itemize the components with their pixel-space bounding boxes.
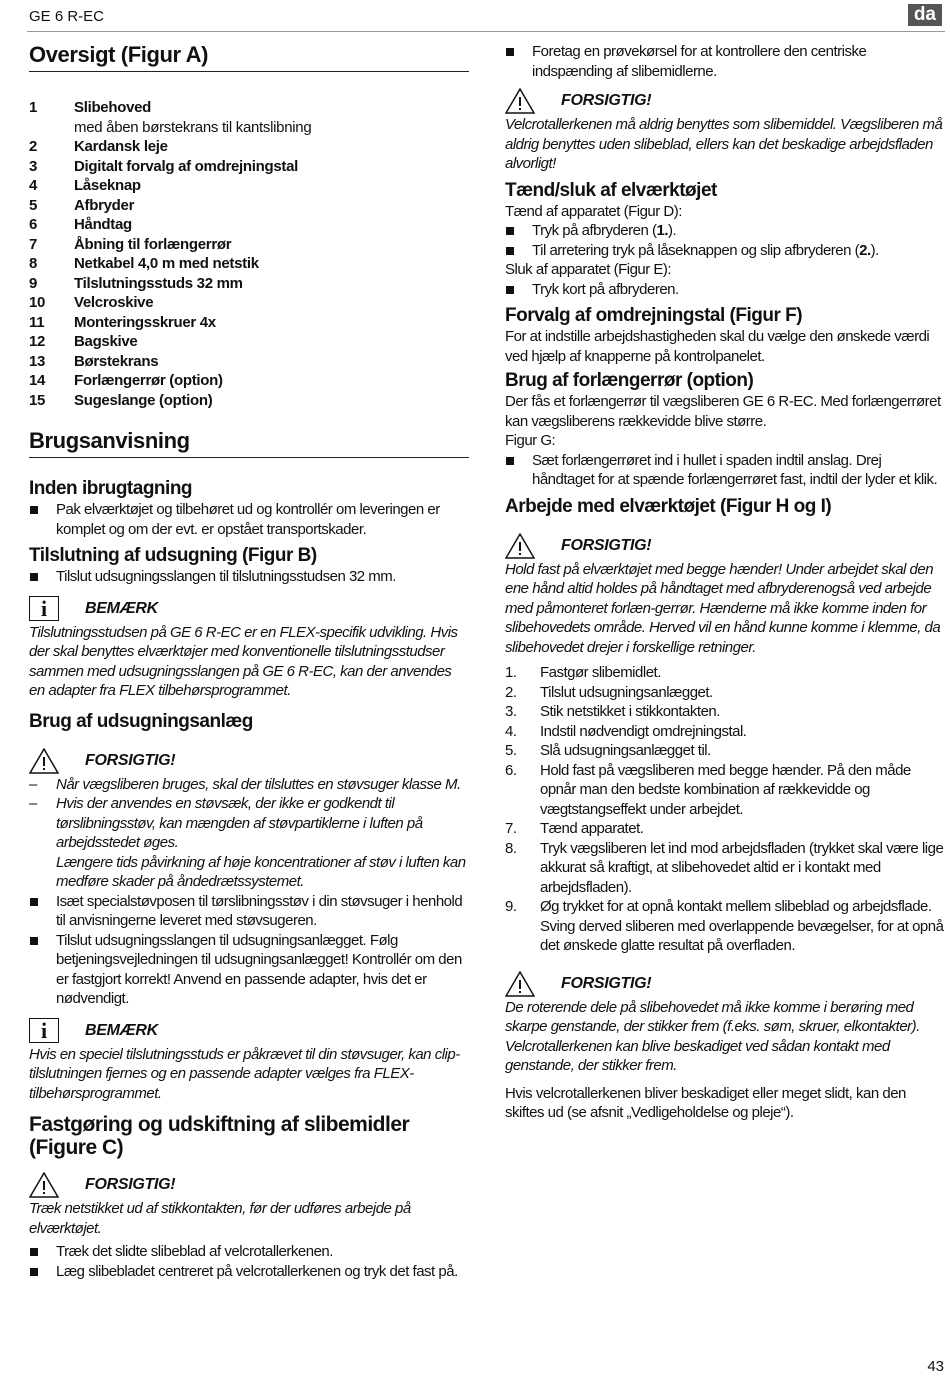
right-column — [505, 42, 945, 1123]
step-number: 5. — [505, 742, 517, 759]
part-number: 11 — [29, 313, 45, 331]
part-number: 14 — [29, 372, 46, 389]
step-item — [505, 683, 945, 703]
on-bullet-1: Tryk på afbryderen (1.). — [505, 221, 945, 241]
part-label: Bagskive — [74, 333, 138, 350]
part-number: 13 — [29, 352, 46, 370]
rotate-caution: De roterende dele på slibehovedet må ikke komme i berøring med skarpe genstande, der stikker frem (f.eks. søm, skruer, elkontakter). Velcrotallerkenen kan blive beskadiget ved sådan kontakt med genstande, der stikker frem. — [505, 998, 920, 1074]
dash-mark: – — [29, 795, 37, 812]
step-text: Indstil nødvendigt omdrejningstal. — [540, 722, 747, 740]
part-label: Håndtag — [74, 216, 132, 233]
language-badge: da — [908, 4, 942, 26]
dash-mark: – — [29, 775, 37, 793]
part-item — [29, 332, 469, 352]
warning-icon — [505, 88, 535, 114]
part-item — [29, 157, 469, 177]
part-label: Monteringsskruer 4x — [74, 313, 216, 331]
warning-icon — [29, 1172, 59, 1198]
caution-label: FORSIGTIG! — [85, 751, 176, 769]
dash-item — [29, 853, 469, 892]
extract-bullet: Isæt specialstøvposen til tørslibningsstøv i din støvsuger i henhold til anvisningerne leveret med støvsugeren. — [29, 892, 469, 931]
note-heading-2 — [29, 1017, 469, 1045]
caution-label: FORSIGTIG! — [561, 974, 652, 992]
warning-icon — [505, 533, 535, 559]
extract-bullets — [29, 892, 469, 1009]
step-item — [505, 761, 945, 820]
extract-note: Hvis en speciel tilslutningsstuds er påkrævet til din støvsuger, kan clip-tilslutningen fjernes og en passende adapter vælges fra FLEX-tilbehørsprogrammet. — [29, 1045, 460, 1102]
part-label: Velcroskive — [74, 294, 154, 311]
caution-heading — [29, 747, 469, 775]
step-text: Tilslut udsugningsanlægget. — [540, 683, 713, 701]
ext-title: Brug af forlængerrør (option) — [505, 370, 754, 391]
extract-title: Brug af udsugningsanlæg — [29, 710, 253, 732]
part-item — [29, 196, 469, 216]
step-item — [505, 702, 945, 722]
test-caution: Velcrotallerkenen må aldrig benyttes som slibemiddel. Vægsliberen må aldrig benyttes uden slibeblad, ellers kan det beskadige arbejdsfladen alvorligt! — [505, 116, 943, 172]
part-item — [29, 235, 469, 255]
step-text: Tryk vægsliberen let ind mod arbejdsfladen (trykket skal være lige akkurat så kraftigt, at slibehovedet altid er i kontakt med arbejdsfladen). — [540, 839, 944, 896]
info-icon: i — [29, 1018, 59, 1043]
step-text: Hold fast på vægsliberen med begge hænder. På den måde opnår man den bedste kombination af rækkevidde og vægtstangseffekt under arbejdet. — [540, 761, 911, 818]
part-label: Netkabel 4,0 m med netstik — [74, 255, 259, 272]
step-text: Fastgør slibemidlet. — [540, 664, 661, 681]
step-number: 4. — [505, 722, 517, 740]
caution-heading — [29, 1171, 469, 1199]
part-label: Forlængerrør (option) — [74, 372, 223, 389]
damage-text: Hvis velcrotallerkenen bliver beskadiget eller meget slidt, kan den skiftes ud (se afsnit „Vedligeholdelse og pleje“). — [505, 1084, 906, 1121]
part-item — [29, 215, 469, 235]
parts-list — [29, 98, 469, 410]
part-label: Børstekrans — [74, 352, 159, 370]
onoff-title: Tænd/sluk af elværktøjet — [505, 179, 717, 201]
step-item — [505, 897, 945, 956]
dash-item — [29, 775, 469, 795]
caution-heading — [505, 970, 945, 998]
speed-title: Forvalg af omdrejningstal (Figur F) — [505, 305, 803, 326]
part-item — [29, 313, 469, 333]
caution-label: FORSIGTIG! — [85, 1176, 176, 1193]
step-text: Stik netstikket i stikkontakten. — [540, 703, 720, 720]
before-title: Inden ibrugtagning — [29, 478, 193, 499]
part-label: Digitalt forvalg af omdrejningstal — [74, 157, 298, 175]
on-bullet-2: Til arretering tryk på låseknappen og slip afbryderen (2.). — [505, 241, 945, 261]
warning-icon — [505, 971, 535, 997]
test-bullet: Foretag en prøvekørsel for at kontrollere den centriske indspænding af slibemidlerne. — [505, 42, 945, 81]
part-label: Tilslutningsstuds 32 mm — [74, 274, 243, 292]
step-item — [505, 722, 945, 742]
step-item — [505, 839, 945, 898]
connect-title: Tilslutning af udsugning (Figur B) — [29, 545, 317, 566]
part-number: 12 — [29, 333, 46, 350]
part-item — [29, 176, 469, 196]
part-number: 6 — [29, 216, 38, 233]
part-label: Låseknap — [74, 177, 141, 194]
part-number: 7 — [29, 235, 38, 253]
caution-heading — [505, 87, 945, 115]
step-text: Øg trykket for at opnå kontakt mellem slibeblad og arbejdsflade. Sving derved sliberen med overlappende bevægelser, for at opnå det ønskede glatte resultat på overfladen. — [540, 898, 944, 954]
part-number: 5 — [29, 196, 38, 214]
note-heading — [29, 595, 469, 623]
part-number: 1 — [29, 99, 38, 116]
caution-label: FORSIGTIG! — [561, 536, 652, 554]
step-number: 6. — [505, 761, 517, 779]
mount-bullet: Træk det slidte slibeblad af velcrotallerkenen. — [29, 1242, 469, 1262]
step-number: 8. — [505, 839, 517, 857]
on-label: Tænd af apparatet (Figur D): — [505, 202, 682, 220]
dash-text: Når vægsliberen bruges, skal der tilsluttes en støvsuger klasse M. — [56, 775, 461, 793]
step-number: 3. — [505, 703, 517, 720]
part-number: 4 — [29, 177, 38, 194]
connect-bullet: Tilslut udsugningsslangen til tilslutningsstudsen 32 mm. — [29, 567, 469, 587]
part-number: 8 — [29, 255, 38, 272]
step-number: 1. — [505, 664, 517, 681]
speed-text: For at indstille arbejdshastigheden skal du vælge den ønskede værdi ved hjælp af knapperne på kontrolpanelet. — [505, 328, 930, 365]
part-item — [29, 391, 469, 411]
part-label: Afbryder — [74, 196, 135, 214]
mount-bullets — [29, 1242, 469, 1281]
caution-heading — [505, 532, 945, 560]
part-item — [29, 371, 469, 391]
part-label: Slibehoved — [74, 99, 152, 116]
mount-caution: Træk netstikket ud af stikkontakten, før der udføres arbejde på elværktøjet. — [29, 1200, 411, 1237]
mount-title-2: (Figure C) — [29, 1136, 124, 1159]
overview-title: Oversigt (Figur A) — [29, 42, 469, 72]
part-number: 9 — [29, 274, 38, 292]
part-item — [29, 137, 469, 157]
ext-bullet: Sæt forlængerrøret ind i hullet i spaden indtil anslag. Drej håndtaget for at spænde forlængerrøret fast, indtil der lyder et klik. — [505, 451, 945, 490]
dash-item — [29, 794, 469, 853]
note-label: BEMÆRK — [85, 1021, 158, 1039]
dash-text: Længere tids påvirkning af høje koncentrationer af støv i luften kan medføre skader på åndedrætssystemet. — [56, 853, 466, 890]
mount-title-1: Fastgøring og udskiftning af slibemidler — [29, 1113, 410, 1136]
part-number: 2 — [29, 138, 38, 155]
step-item — [505, 741, 945, 761]
warning-icon — [29, 748, 59, 774]
part-item — [29, 274, 469, 294]
header-divider — [27, 31, 945, 32]
step-text: Slå udsugningsanlægget til. — [540, 742, 711, 759]
part-number: 3 — [29, 157, 38, 175]
part-label: Åbning til forlængerrør — [74, 235, 232, 253]
mount-bullet: Læg slibebladet centreret på velcrotallerkenen og tryk det fast på. — [29, 1262, 469, 1282]
part-item — [29, 293, 469, 313]
step-item — [505, 819, 945, 839]
note-label: BEMÆRK — [85, 599, 158, 617]
info-icon: i — [29, 596, 59, 621]
part-item — [29, 254, 469, 274]
dash-text: Hvis der anvendes en støvsæk, der ikke er godkendt til tørslibningsstøv, kan mængden af støvpartiklerne i luften på arbejdsstedet øges. — [56, 795, 423, 851]
step-number: 7. — [505, 820, 517, 837]
ext-fig: Figur G: — [505, 432, 556, 449]
work-steps — [505, 663, 945, 956]
before-bullet: Pak elværktøjet og tilbehøret ud og kontrollér om leveringen er komplet og om der evt. er opstået transportskader. — [29, 500, 469, 539]
header-model: GE 6 R-EC — [29, 8, 105, 25]
part-number: 15 — [29, 391, 46, 409]
part-label: Sugeslange (option) — [74, 391, 213, 409]
step-text: Tænd apparatet. — [540, 820, 644, 837]
part-item — [29, 98, 469, 137]
work-title: Arbejde med elværktøjet (Figur H og I) — [505, 495, 832, 517]
part-number: 10 — [29, 294, 46, 311]
part-sublabel: med åben børstekrans til kantslibning — [74, 118, 312, 136]
extract-dashes — [29, 775, 469, 892]
left-column — [29, 42, 469, 1281]
page-number: 43 — [927, 1358, 944, 1375]
step-number: 2. — [505, 683, 517, 701]
extract-bullet: Tilslut udsugningsslangen til udsugningsanlægget. Følg betjeningsvejledningen til udsugningsanlægget! Kontrollér om den er fastgjort korrekt! Anvend en passende adapter, hvis det er nødvendigt. — [29, 931, 469, 1009]
step-item — [505, 663, 945, 683]
usage-title: Brugsanvisning — [29, 428, 469, 458]
work-caution: Hold fast på elværktøjet med begge hænder! Under arbejdet skal den ene hånd altid holdes på håndtaget med afbryderenogså ved arbejde med påmonteret forlæn-gerrør. Hænderne må ikke komme inden for slibehovedets område. Herved vil en hånd kunne komme i klemme, da slibehovedet drejer i forskellige retninger. — [505, 560, 941, 656]
ext-text: Der fås et forlængerrør til vægsliberen GE 6 R-EC. Med forlængerrøret kan vægsliberens rækkevidde blive større. — [505, 393, 941, 430]
step-number: 9. — [505, 898, 517, 915]
part-label: Kardansk leje — [74, 138, 168, 155]
part-item — [29, 352, 469, 372]
connect-note: Tilslutningsstudsen på GE 6 R-EC er en FLEX-specifik udvikling. Hvis der skal benyttes elværktøjer med konventionelle tilslutningsstudser sammen med udsugningsslangen på GE 6 R-EC, kan der anvendes en adapter fra FLEX tilbehørsprogrammet. — [29, 623, 458, 699]
off-label: Sluk af apparatet (Figur E): — [505, 261, 672, 278]
caution-label: FORSIGTIG! — [561, 92, 652, 109]
off-bullet: Tryk kort på afbryderen. — [505, 280, 945, 300]
